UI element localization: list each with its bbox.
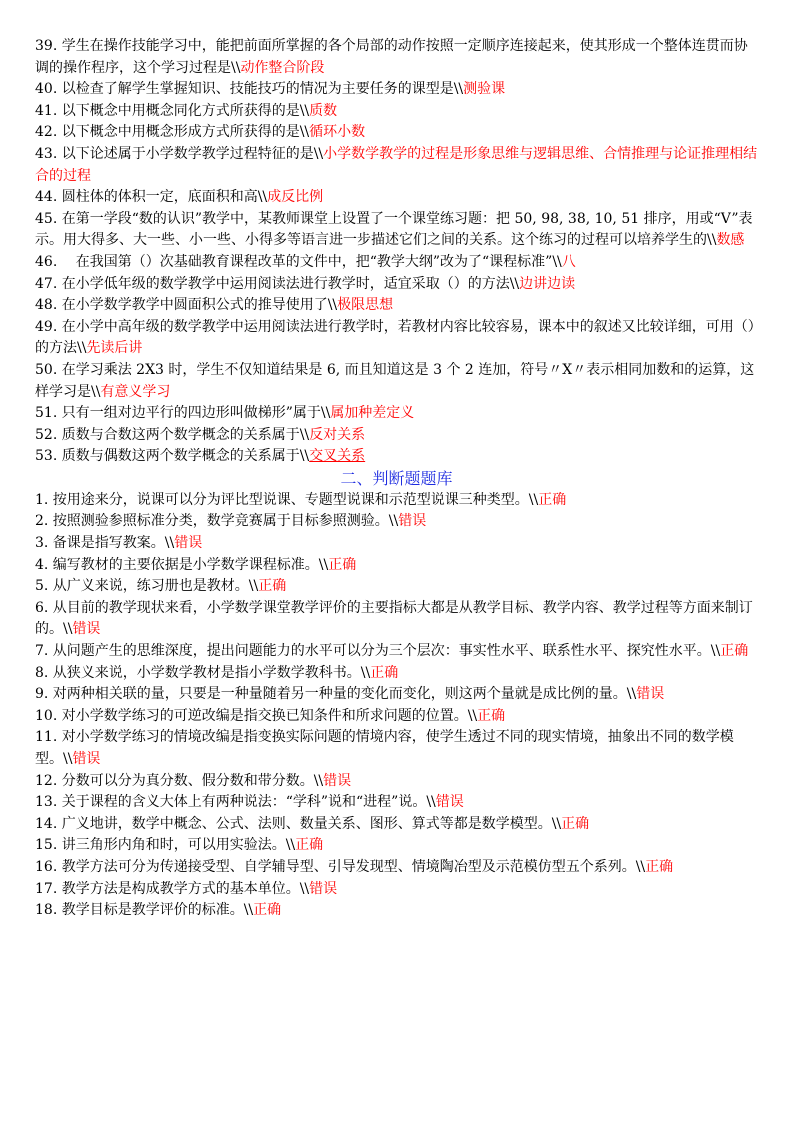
question-45: 45. 在第一学段“数的认识”教学中，某教师课堂上设置了一个课堂练习题：把 50, 98, 38, 10, 51 排序，用或“V”表示。用大得多、大一些、小一些、小得多等语言进一步描述它们之间的关系。这个练习的过程可以培养学生的\\数感: [35, 210, 753, 249]
answer: 正确: [720, 643, 749, 660]
tf-question-9: 9. 对两种相关联的量，只要是一种量随着另一种量的变化而变化，则这两个量就是成比例的量。\\错误: [35, 686, 665, 703]
question-52: 52. 质数与合数这两个数学概念的关系属于\\反对关系: [35, 426, 366, 443]
answer: 正确: [295, 837, 324, 854]
tf-question-2: 2. 按照测验参照标准分类，数学竞赛属于目标参照测验。\\错误: [35, 513, 427, 530]
tf-question-15: 15. 讲三角形内角和时，可以用实验法。\\正确: [35, 837, 324, 854]
answer: 正确: [253, 902, 282, 919]
question-53: 53. 质数与偶数这两个数学概念的关系属于\\交叉关系: [35, 448, 366, 465]
tf-question-4: 4. 编写教材的主要依据是小学数学课程标准。\\正确: [35, 556, 357, 573]
tf-question-3: 3. 备课是指写教案。\\错误: [35, 535, 203, 552]
tf-question-17: 17. 教学方法是构成教学方式的基本单位。\\错误: [35, 880, 338, 897]
question-48: 48. 在小学数学教学中圆面积公式的推导使用了\\极限思想: [35, 297, 394, 314]
true-false-list: [35, 490, 758, 922]
answer: 正确: [477, 707, 506, 724]
answer: 有意义学习: [100, 383, 171, 400]
tf-question-13: 13. 关于课程的含义大体上有两种说法：“学科”说和“进程”说。\\错误: [35, 794, 464, 811]
answer: 正确: [538, 491, 567, 508]
answer: 八: [561, 253, 576, 270]
tf-question-10: 10. 对小学数学练习的可逆改编是指交换已知条件和所求问题的位置。\\正确: [35, 707, 506, 724]
answer: 边讲边读: [519, 275, 576, 292]
answer: 测验课: [463, 81, 506, 98]
answer: 小学数学教学的过程是形象思维与逻辑思维、合情推理与论证推理相结合的过程: [35, 145, 758, 184]
answer: 极限思想: [337, 297, 394, 314]
answer: 正确: [561, 815, 590, 832]
answer: 错误: [72, 751, 101, 767]
answer: 错误: [398, 513, 427, 530]
answer: 错误: [309, 880, 338, 897]
answer: 错误: [636, 686, 665, 703]
tf-question-8: 8. 从狭义来说，小学数学教材是指小学数学教科书。\\正确: [35, 664, 399, 681]
tf-question-6: 6. 从目前的教学现状来看，小学数学课堂教学评价的主要指标大都是从教学目标、教学内容、教学过程等方面来制订的。\\错误: [35, 599, 753, 638]
question-46: 46. 在我国第（）次基础教育课程改革的文件中，把“教学大纲”改为了“课程标准”\\八: [35, 253, 576, 270]
answer: 错误: [435, 794, 464, 811]
answer: 质数: [309, 102, 338, 119]
answer: 错误: [323, 772, 352, 789]
tf-question-1: 1. 按用途来分，说课可以分为评比型说课、专题型说课和示范型说课三种类型。\\正确: [35, 491, 567, 508]
question-42: 42. 以下概念中用概念形成方式所获得的是\\循环小数: [35, 124, 366, 141]
tf-question-5: 5. 从广义来说，练习册也是教材。\\正确: [35, 578, 287, 595]
tf-question-14: 14. 广义地讲，数学中概念、公式、法则、数量关系、图形、算式等都是数学模型。\\正确: [35, 815, 590, 832]
question-47: 47. 在小学低年级的数学教学中运用阅读法进行教学时，适宜采取（）的方法\\边讲边读: [35, 275, 576, 292]
answer: 正确: [370, 664, 399, 681]
answer: 循环小数: [309, 124, 366, 141]
answer: 先读后讲: [86, 340, 143, 357]
answer: 正确: [258, 578, 287, 595]
question-49: 49. 在小学中高年级的数学教学中运用阅读法进行教学时，若教材内容比较容易，课本中的叙述又比较详细，可用（）的方法\\先读后讲: [35, 318, 755, 357]
tf-question-11: 11. 对小学数学练习的情境改编是指变换实际问题的情境内容，使学生透过不同的现实情境，抽象出不同的数学模型。\\错误: [35, 729, 734, 767]
question-40: 40. 以检查了解学生掌握知识、技能技巧的情况为主要任务的课型是\\测验课: [35, 81, 506, 98]
answer: 反对关系: [309, 426, 366, 443]
answer: 错误: [174, 535, 203, 552]
answer: 动作整合阶段: [240, 59, 325, 76]
answer: 数感: [716, 232, 745, 249]
answer: 交叉关系: [309, 448, 366, 465]
tf-question-16: 16. 教学方法可分为传递接受型、自学辅导型、引导发现型、情境陶冶型及示范模仿型五个系列。\\正确: [35, 858, 674, 875]
question-41: 41. 以下概念中用概念同化方式所获得的是\\质数: [35, 102, 338, 119]
section-title: 二、判断题题库: [340, 468, 453, 488]
question-43: 43. 以下论述属于小学数学教学过程特征的是\\小学数学教学的过程是形象思维与逻辑思维、合情推理与论证推理相结合的过程: [35, 145, 758, 184]
answer: 成反比例: [267, 189, 324, 206]
tf-question-18: 18. 教学目标是教学评价的标准。\\正确: [35, 902, 282, 919]
question-50: 50. 在学习乘法 2X3 时，学生不仅知道结果是 6, 而且知道这是 3 个 2 连加，符号〃X〃表示相同加数和的运算，这样学习是\\有意义学习: [35, 361, 755, 400]
question-39: 39. 学生在操作技能学习中，能把前面所掌握的各个局部的动作按照一定顺序连接起来，使其形成一个整体连贯而协调的操作程序，这个学习过程是\\动作整合阶段: [35, 38, 748, 76]
answer: 正确: [645, 858, 674, 875]
answer: 属加种差定义: [330, 405, 415, 422]
question-44: 44. 圆柱体的体积一定，底面积和高\\成反比例: [35, 189, 324, 206]
answer: 正确: [328, 556, 357, 573]
question-51: 51. 只有一组对边平行的四边形叫做梯形”属于\\属加种差定义: [35, 405, 415, 422]
multiple-choice-list: [35, 36, 758, 468]
tf-question-12: 12. 分数可以分为真分数、假分数和带分数。\\错误: [35, 772, 352, 789]
answer: 错误: [72, 621, 101, 638]
tf-question-7: 7. 从问题产生的思维深度，提出问题能力的水平可以分为三个层次：事实性水平、联系性水平、探究性水平。\\正确: [35, 643, 749, 660]
